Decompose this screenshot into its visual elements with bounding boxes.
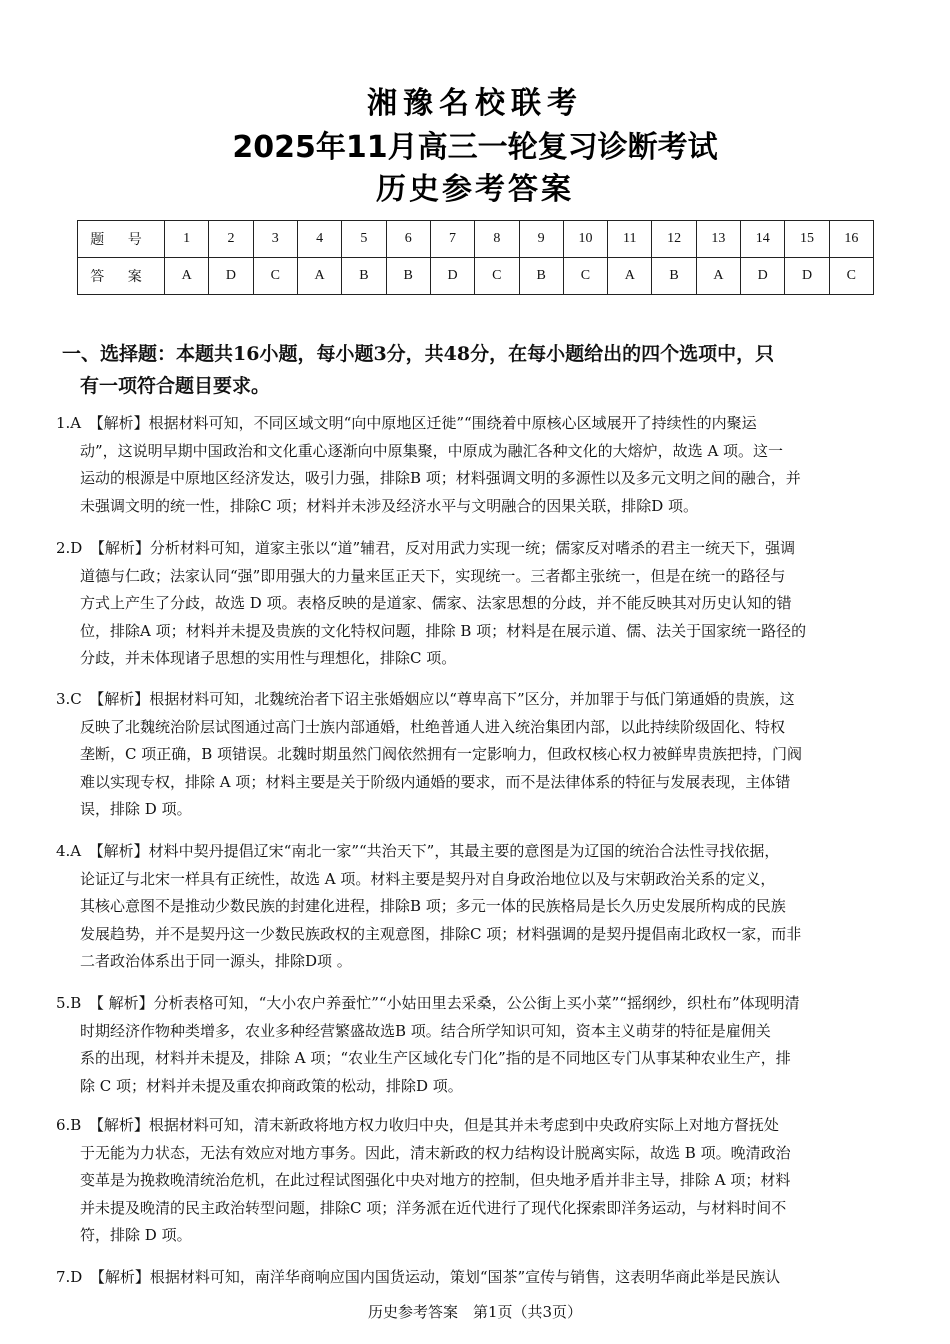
answer-cell: B [386,258,430,295]
explanation-line: 分歧，并未体现诸子思想的实用性与理想化，排除C 项。 [80,649,457,667]
answer-cell: D [430,258,474,295]
answer-cell: B [652,258,696,295]
question-number: 16 [829,221,873,258]
explanation-line: 3.C 【解析】根据材料可知，北魏统治者下诏主张婚姻应以“尊卑高下”区分，并加罪于与低门第通婚的贵族，这 [56,690,795,708]
question-number: 12 [652,221,696,258]
explanation-line: 1.A 【解析】根据材料可知，不同区域文明“向中原地区迁徙”“围绕着中原核心区域展开了持续性的内聚运 [56,414,757,432]
explanation-line: 并未提及晚清的民主政治转型问题，排除C 项；洋务派在近代进行了现代化探索即洋务运动，与材料时间不 [80,1198,787,1217]
section-heading-line: 有一项符合题目要求。 [80,375,271,397]
exam-title-1: 湘豫名校联考 [367,86,583,121]
answer-cell: C [563,258,607,295]
row-label-answer: 答 案 [78,258,165,295]
explanation-line: 二者政治体系出于同一源头，排除D项 。 [80,952,352,970]
explanation-line: 垄断，C 项正确，B 项错误。北魏时期虽然门阀依然拥有一定影响力，但政权核心权力被鲜卑贵族把持，门阀 [80,745,803,763]
question-explanation-5 [56,990,892,1100]
explanation-line: 未强调文明的统一性，排除C 项；材料并未涉及经济水平与文明融合的因果关联，排除D 项。 [80,496,699,515]
explanation-line: 变革是为挽救晚清统治危机，在此过程试图强化中央对地方的控制，但央地矛盾并非主导，排除 A 项；材料 [80,1171,791,1189]
question-number: 14 [741,221,785,258]
explanation-line: 方式上产生了分歧，故选 D 项。表格反映的是道家、儒家、法家思想的分歧，并不能反映其对历史认知的错 [80,594,792,612]
answer-cell: D [209,258,253,295]
question-number: 2 [209,221,253,258]
answer-cell: D [741,258,785,295]
explanation-line: 2.D 【解析】分析材料可知，道家主张以“道”辅君，反对用武力实现一统；儒家反对嗜杀的君主一统天下，强调 [56,539,796,557]
explanation-line: 系的出现，材料并未提及，排除 A 项；“农业生产区域化专门化”指的是不同地区专门从事某种农业生产，排 [80,1049,791,1067]
question-explanation-4 [56,838,892,976]
question-explanation-3 [56,686,892,824]
explanation-line: 时期经济作物种类增多，农业多种经营繁盛故选B 项。结合所学知识可知，资本主义萌芽的特征是雇佣关 [80,1021,771,1040]
explanation-line: 符，排除 D 项。 [80,1226,192,1244]
question-number: 1 [165,221,209,258]
question-number: 7 [430,221,474,258]
answer-cell: D [785,258,829,295]
explanation-line: 6.B 【解析】根据材料可知，清末新政将地方权力收归中央，但是其并未考虑到中央政府实际上对地方督抚处 [56,1116,779,1134]
question-number: 3 [253,221,297,258]
exam-title-2: 2025年11月高三一轮复习诊断考试 [232,130,718,165]
question-explanation-6 [56,1112,892,1250]
answer-cell: B [519,258,563,295]
question-number: 4 [297,221,341,258]
explanation-line: 位，排除A 项；材料并未提及贵族的文化特权问题，排除 B 项；材料是在展示道、儒、法关于国家统一路径的 [80,621,807,640]
explanation-line: 运动的根源是中原地区经济发达，吸引力强，排除B 项；材料强调文明的多源性以及多元文明之间的融合，并 [80,469,801,487]
row-label-number: 题 号 [78,221,165,258]
question-number: 11 [608,221,652,258]
page-footer: 历史参考答案 第1页（共3页） [367,1303,583,1321]
explanation-line: 发展趋势，并不是契丹这一少数民族政权的主观意图，排除C 项；材料强调的是契丹提倡南北政权一家，而非 [80,924,802,943]
question-number: 5 [342,221,386,258]
explanation-line: 4.A 【解析】材料中契丹提倡辽宋“南北一家”“共治天下”，其最主要的意图是为辽国的统治合法性寻找依据， [56,842,780,860]
explanation-line: 5.B 【 解析】分析表格可知，“大小农户养蚕忙”“小姑田里去采桑，公公街上买小菜”“摇纲纱，织杜布”体现明清 [56,994,800,1012]
question-explanation-2 [56,535,892,673]
question-number-row [78,221,874,258]
answer-cell: A [165,258,209,295]
section-heading [62,338,892,402]
answer-cell: A [696,258,740,295]
answer-cell: C [253,258,297,295]
answer-cell: C [829,258,873,295]
answer-cell: A [297,258,341,295]
answer-cell: B [342,258,386,295]
explanation-line: 论证辽与北宋一样具有正统性，故选 A 项。材料主要是契丹对自身政治地位以及与宋朝政治关系的定义， [80,869,776,888]
question-number: 9 [519,221,563,258]
answer-cell: A [608,258,652,295]
answer-cell: C [475,258,519,295]
explanation-line: 7.D 【解析】根据材料可知，南洋华商响应国内国货运动，策划“国茶”宣传与销售，这表明华商此举是民族认 [56,1268,781,1286]
answer-row [78,258,874,295]
section-heading-line: 一、选择题：本题共16小题，每小题3分，共48分，在每小题给出的四个选项中，只 [62,343,775,365]
question-explanation-1 [56,410,892,520]
explanation-line: 误，排除 D 项。 [80,800,192,818]
question-explanation-7 [56,1264,892,1292]
explanation-line: 难以实现专权，排除 A 项；材料主要是关于阶级内通婚的要求，而不是法律体系的特征与发展表现，主体错 [80,772,791,791]
question-number: 8 [475,221,519,258]
explanation-line: 道德与仁政；法家认同“强”即用强大的力量来匡正天下，实现统一。三者都主张统一，但是在统一的路径与 [80,566,786,585]
exam-title-3: 历史参考答案 [376,172,574,207]
explanation-line: 动”，这说明早期中国政治和文化重心逐渐向中原集聚，中原成为融汇各种文化的大熔炉，故选 A 项。这一 [80,441,784,460]
question-number: 6 [386,221,430,258]
explanation-line: 于无能为力状态，无法有效应对地方事务。因此，清末新政的权力结构设计脱离实际，故选 B 项。晚清政治 [80,1143,791,1162]
explanation-line: 其核心意图不是推动少数民族的封建化进程，排除B 项；多元一体的民族格局是长久历史发展所构成的民族 [80,897,786,915]
explanation-line: 反映了北魏统治阶层试图通过高门士族内部通婚，杜绝普通人进入统治集团内部，以此持续阶级固化、特权 [80,717,786,736]
question-number: 13 [696,221,740,258]
explanation-line: 除 C 项；材料并未提及重农抑商政策的松动，排除D 项。 [80,1076,463,1095]
question-number: 15 [785,221,829,258]
question-number: 10 [563,221,607,258]
answer-table [77,220,874,295]
